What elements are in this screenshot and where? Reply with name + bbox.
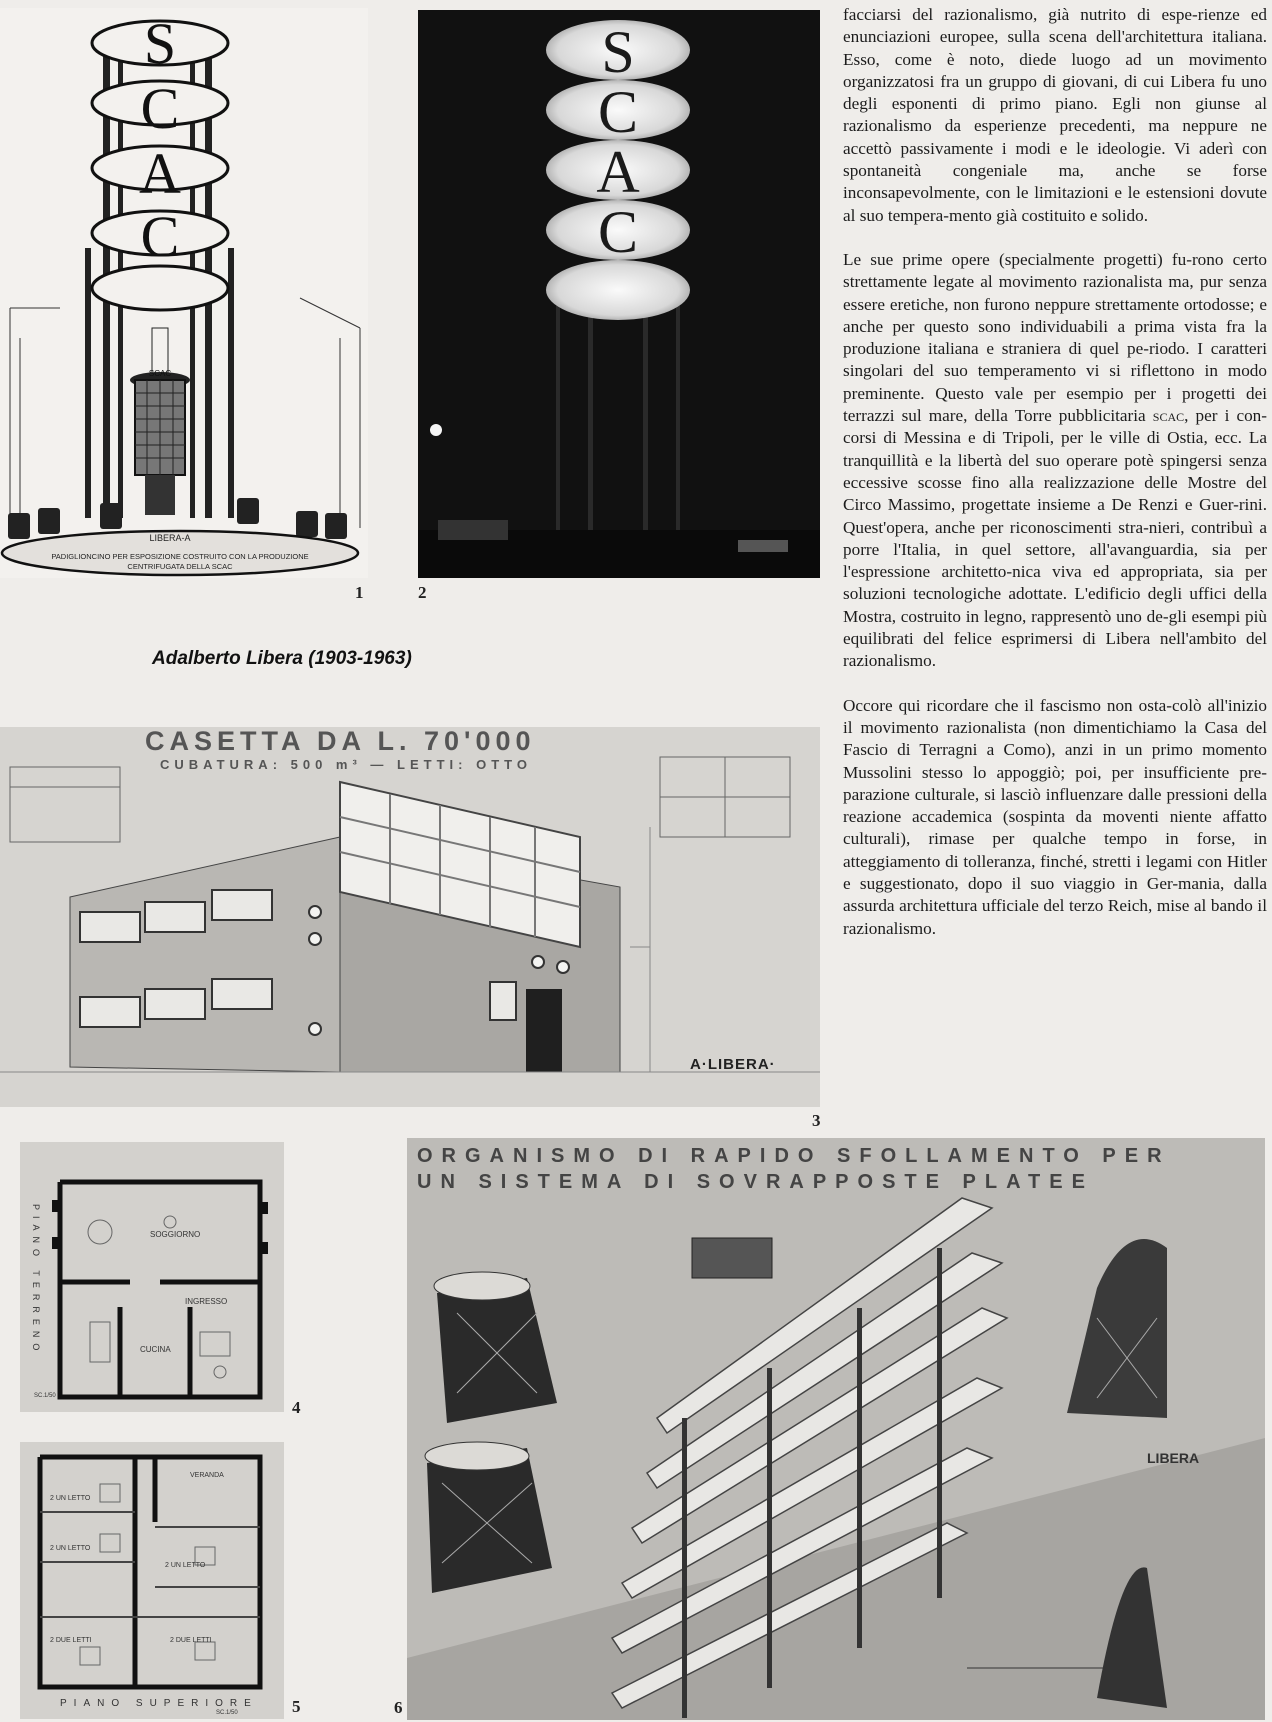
figure-6-platforms-drawing bbox=[407, 1138, 1265, 1720]
plan5-room-5: 2 DUE LETTI bbox=[50, 1637, 92, 1644]
plan5-room-6: 2 DUE LETTI bbox=[170, 1637, 212, 1644]
casetta-signature: A·LIBERA· bbox=[690, 1056, 776, 1073]
paragraph-1: facciarsi del razionalismo, già nutrito di espe-rienze ed enunciazioni europee, sulla scena dell'architettura italiana. Esso, come è noto, diede luogo ad un movimento organizzatosi fra un gruppo di giovani, di cui Libera fu uno degli esponenti di primo piano. Egli non giunse al razionalismo da esperienze precedenti, ma neppure ne accettò passivamente i modi e le ideologie. Vi aderì con spontaneità congeniale ma, anche se forse inconsapevolmente, con le limitazioni e le estensioni dovute al suo tempera-mento già costituito e solido. bbox=[843, 5, 1267, 225]
plan4-side-label: PIANO TERRENO bbox=[31, 1204, 41, 1357]
scac-small-caps: scac bbox=[1152, 406, 1185, 426]
figure-6-number: 6 bbox=[394, 1698, 403, 1717]
plan4-scale: SC.1/50 bbox=[34, 1393, 56, 1399]
paragraph-3: Occore qui ricordare che il fascismo non osta-colò all'inizio il movimento razionalista (non dimentichiamo la Casa del Fascio di Terragni a Como), anzi in un primo momento Mussolini stesso lo appoggiò; poi, per insufficiente pre-parazione culturale, si lasciò influenzare dalle pressioni della reazione accademica (sospinta da moventi niente affatto culturali), rimase per qualche tempo in forse, in atteggiamento di tolleranza, finché, stretti i legami con Hitler e suggestionato, dopo il suo viaggio in Ger-mania, dalla assurda architettura ufficiale del terzo Reich, mise al bando il razionalismo. bbox=[843, 695, 1267, 938]
article-text bbox=[843, 4, 1267, 962]
tower-letter-4: C bbox=[140, 204, 180, 269]
figure-5-upper-floor-plan bbox=[20, 1442, 284, 1719]
tower-base-line-1: PADIGLIONCINO PER ESPOSIZIONE COSTRUITO CON LA PRODUZIONE bbox=[51, 552, 309, 561]
paragraph-2-part-b: , per i con-corsi di Messina e di Tripoli, per le ville di Ostia, ecc. La tranquillità e la libertà del suo operare potè spingersi senza eccessive scosse fino alla realizzazione delle Mostre del Circo Massimo, progettate insieme a De Renzi e Guer-rini. Quest'opera, anche per riconoscimenti stra-nieri, contribuì a porre l'Italia, in quel settore, all'avanguardia, sia per l'espressione architetto-nica viva ed appropriata, sia per soluzioni tecnologiche adottate. L'edificio degli uffici della Mostra, costruito in legno, rappresentò uno de-gli esempi più equilibrati del felice esprimersi di Libera nell'ambito del razionalismo. bbox=[843, 406, 1267, 671]
tower-letter-3: A bbox=[139, 141, 181, 206]
paragraph-2 bbox=[843, 249, 1267, 673]
tower-badge: SCAC bbox=[148, 369, 172, 378]
platforms-signature: LIBERA bbox=[1147, 1450, 1200, 1466]
figure-3-number: 3 bbox=[812, 1111, 821, 1130]
platforms-title-line-1: ORGANISMO DI RAPIDO SFOLLAMENTO PER bbox=[417, 1145, 1171, 1167]
casetta-title: CASETTA DA L. 70'000 bbox=[145, 727, 536, 756]
casetta-drawing-illustration bbox=[0, 727, 820, 1107]
casetta-subtitle: CUBATURA: 500 m³ — LETTI: OTTO bbox=[160, 757, 532, 772]
plan5-room-3: 2 UN LETTO bbox=[50, 1545, 91, 1552]
plan5-scale: SC.1/50 bbox=[216, 1710, 238, 1716]
scac-tower-drawing-illustration bbox=[0, 8, 368, 578]
night-letter-3: A bbox=[596, 139, 640, 205]
caption-architect: Adalberto Libera (1903-1963) bbox=[152, 648, 412, 669]
scac-tower-night-illustration bbox=[418, 10, 820, 578]
figure-2-scac-tower-night-photo bbox=[418, 10, 820, 578]
figure-3-casetta-drawing bbox=[0, 727, 820, 1107]
plan5-footer: PIANO SUPERIORE bbox=[60, 1698, 258, 1709]
tower-letter-1: S bbox=[143, 11, 177, 76]
figure-1-scac-tower-drawing bbox=[0, 8, 368, 578]
tower-letter-2: C bbox=[140, 76, 180, 141]
plan4-room-3: CUCINA bbox=[140, 1345, 171, 1354]
night-letter-1: S bbox=[601, 19, 635, 85]
paragraph-2-part-a: Le sue prime opere (specialmente progetti) fu-rono certo strettamente legate al movimento razionalista ma, pur senza essere eretiche, non furono neppure strettamente ortodosse; e anche per questo sono individuabili a prima vista fra la produzione italiana e straniera di quel pe-riodo. I caratteri singolari del suo temperamento vi si riflettono in modo preminente. Questo vale per esempio per i progetti dei terrazzi sul mare, della Torre pubblicitaria bbox=[843, 249, 1267, 426]
ground-floor-plan-illustration bbox=[20, 1142, 284, 1412]
figure-4-number: 4 bbox=[292, 1398, 301, 1417]
figure-4-ground-floor-plan bbox=[20, 1142, 284, 1412]
figure-2-number: 2 bbox=[418, 583, 427, 602]
plan5-room-2: 2 UN LETTO bbox=[50, 1495, 91, 1502]
figure-1-number: 1 bbox=[355, 583, 364, 602]
plan5-room-4: 2 UN LETTO bbox=[165, 1562, 206, 1569]
upper-floor-plan-illustration bbox=[20, 1442, 284, 1719]
night-letter-4: C bbox=[597, 199, 639, 265]
platforms-drawing-illustration bbox=[407, 1138, 1265, 1720]
figure-5-number: 5 bbox=[292, 1697, 301, 1716]
plan4-room-1: SOGGIORNO bbox=[150, 1230, 201, 1239]
tower-base-line-2: CENTRIFUGATA DELLA SCAC bbox=[127, 562, 233, 571]
tower-signature: LIBERA-A bbox=[149, 533, 191, 543]
plan5-room-1: VERANDA bbox=[190, 1472, 224, 1479]
night-letter-2: C bbox=[597, 79, 639, 145]
platforms-title-line-2: UN SISTEMA DI SOVRAPPOSTE PLATEE bbox=[417, 1171, 1094, 1193]
plan4-room-2: INGRESSO bbox=[185, 1297, 228, 1306]
